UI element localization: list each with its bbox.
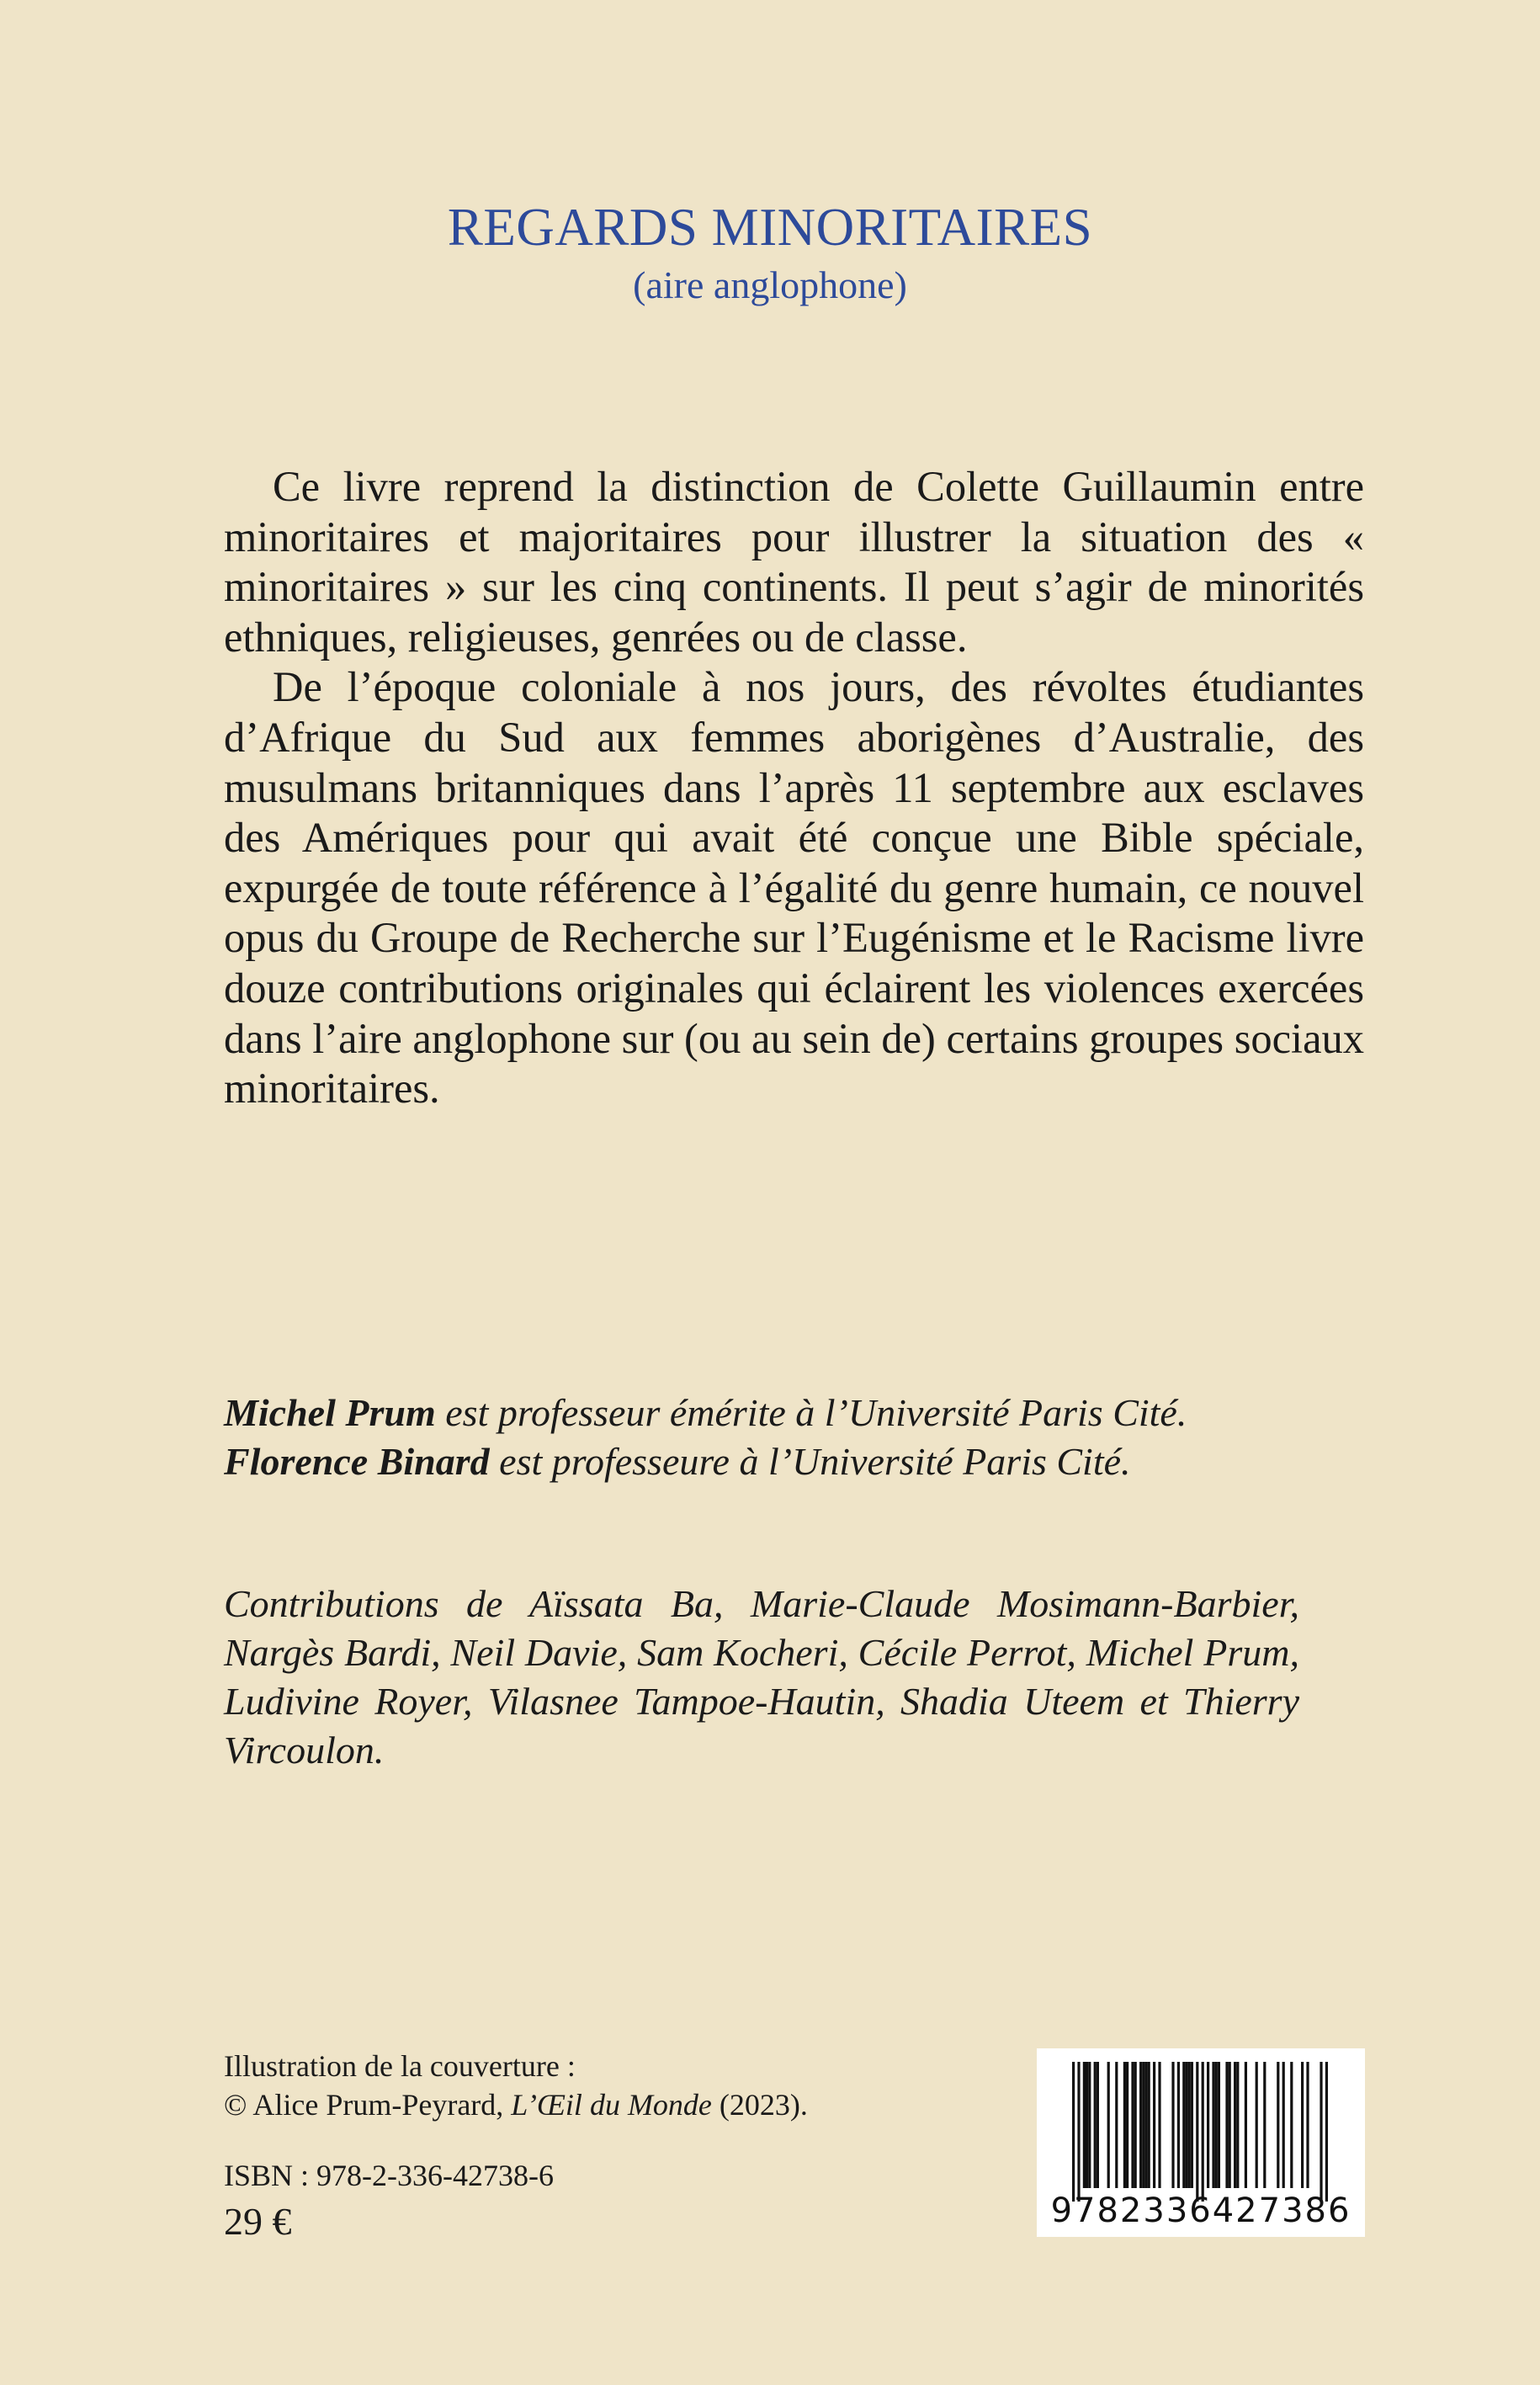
barcode-bar bbox=[1301, 2062, 1304, 2188]
barcode-bar bbox=[1171, 2062, 1174, 2188]
author-name-2: Florence Binard bbox=[224, 1440, 490, 1483]
barcode-bar bbox=[1218, 2062, 1220, 2188]
barcode-bar bbox=[1325, 2062, 1328, 2202]
barcode-bar bbox=[1306, 2062, 1309, 2188]
barcode-bar bbox=[1207, 2062, 1209, 2188]
barcode-bar bbox=[1188, 2062, 1191, 2188]
barcode-digits: 9782336427386 bbox=[1050, 2191, 1351, 2230]
barcode-bar bbox=[1225, 2062, 1228, 2188]
credits-label: Illustration de la couverture : bbox=[224, 2049, 576, 2083]
barcode-bar bbox=[1191, 2062, 1193, 2188]
credits-work-title: L’Œil du Monde bbox=[511, 2088, 712, 2122]
barcode-bar bbox=[1134, 2062, 1137, 2188]
barcode-bar bbox=[1245, 2062, 1247, 2188]
barcode-bar bbox=[1185, 2062, 1187, 2188]
credits-line bbox=[224, 2085, 981, 2124]
barcode-bar bbox=[1115, 2062, 1118, 2188]
barcode-bar bbox=[1282, 2062, 1285, 2188]
barcode-bar bbox=[1234, 2062, 1236, 2188]
barcode-bar bbox=[1142, 2062, 1144, 2188]
credits-author: © Alice Prum-Peyrard, bbox=[224, 2088, 512, 2122]
barcode-bar bbox=[1236, 2062, 1239, 2188]
barcode-bar bbox=[1290, 2062, 1293, 2188]
barcode-bar bbox=[1263, 2062, 1266, 2188]
barcode bbox=[1037, 2048, 1365, 2237]
barcode-bar bbox=[1158, 2062, 1160, 2188]
barcode-bar bbox=[1094, 2062, 1097, 2188]
author-line-2 bbox=[224, 1437, 1402, 1486]
cover-credits bbox=[224, 2047, 981, 2124]
barcode-bar bbox=[1320, 2062, 1322, 2202]
contributors-list: Contributions de Aïssata Ba, Marie-Claude Mosimann-Barbier, Nargès Bardi, Neil Davie, Sam Kocheri, Cécile Perrot, Michel Prum, Ludivine Royer, Vilasnee Tampoe-Hautin, Shadia Uteem et Thierry Vircoulon. bbox=[224, 1582, 1299, 1771]
barcode-bar bbox=[1088, 2062, 1091, 2188]
summary-text bbox=[224, 462, 1364, 1114]
barcode-bar bbox=[1177, 2062, 1180, 2188]
barcode-bar bbox=[1083, 2062, 1086, 2188]
author-name-1: Michel Prum bbox=[224, 1391, 436, 1434]
barcode-bar bbox=[1072, 2062, 1075, 2202]
barcode-bar bbox=[1182, 2062, 1185, 2188]
author-role-1: est professeur émérite à l’Université Paris Cité. bbox=[435, 1391, 1187, 1434]
barcode-bar bbox=[1126, 2062, 1128, 2188]
authors-block bbox=[224, 1389, 1402, 1486]
barcode-bar bbox=[1139, 2062, 1142, 2188]
title-block bbox=[0, 195, 1540, 310]
barcode-bar bbox=[1107, 2062, 1110, 2188]
barcode-bar bbox=[1123, 2062, 1126, 2188]
book-title: REGARDS MINORITAIRES bbox=[447, 198, 1093, 257]
barcode-bar bbox=[1229, 2062, 1231, 2188]
isbn: ISBN : 978-2-336-42738-6 bbox=[224, 2159, 554, 2192]
barcode-bar bbox=[1086, 2062, 1088, 2188]
barcode-bar bbox=[1202, 2062, 1204, 2202]
barcode-bar bbox=[1131, 2062, 1134, 2188]
barcode-bar bbox=[1277, 2062, 1279, 2188]
barcode-bar bbox=[1077, 2062, 1080, 2202]
price: 29 € bbox=[224, 2200, 292, 2243]
barcode-bar bbox=[1148, 2062, 1150, 2188]
barcode-bar bbox=[1256, 2062, 1258, 2188]
barcode-bar bbox=[1212, 2062, 1214, 2188]
credits-year: (2023). bbox=[711, 2088, 808, 2122]
summary-paragraph-1: Ce livre reprend la distinction de Colette Guillaumin entre minoritaires et majoritaires pour illustrer la situation des « minoritaires » sur les cinq continents. Il peut s’agir de minorités ethniques, religieuses, genrées ou de classe. bbox=[224, 463, 1364, 661]
barcode-bar bbox=[1196, 2062, 1198, 2202]
author-line-1 bbox=[224, 1389, 1402, 1437]
barcode-bar bbox=[1144, 2062, 1147, 2188]
barcode-bar bbox=[1215, 2062, 1218, 2188]
barcode-bar bbox=[1153, 2062, 1155, 2188]
book-subtitle: (aire anglophone) bbox=[633, 263, 907, 306]
barcode-bar bbox=[1097, 2062, 1099, 2188]
summary-paragraph-2: De l’époque coloniale à nos jours, des révoltes étudiantes d’Afrique du Sud aux femmes aborigènes d’Australie, des musulmans britanniques dans l’après 11 septembre aux esclaves des Amériques pour qui avait été conçue une Bible spéciale, expurgée de toute référence à l’égalité du genre humain, ce nouvel opus du Groupe de Recherche sur l’Eugénisme et le Racisme livre douze contributions originales qui éclairent les violences exercées dans l’aire anglophone sur (ou au sein de) certains groupes sociaux minoritaires. bbox=[224, 663, 1364, 1113]
author-role-2: est professeure à l’Université Paris Cité. bbox=[489, 1440, 1131, 1483]
